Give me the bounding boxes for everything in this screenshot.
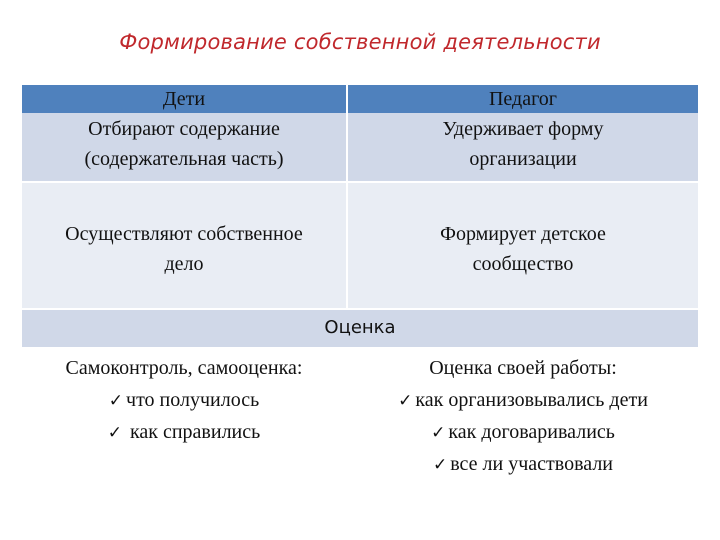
page-title: Формирование собственной деятельности bbox=[119, 30, 601, 54]
activity-table bbox=[22, 85, 698, 482]
own-work-heading: Оценка своей работы: bbox=[429, 357, 617, 379]
row1-left-line1: Отбирают содержание bbox=[88, 118, 280, 140]
row1-right-line1: Удерживает форму bbox=[442, 118, 604, 140]
self-control-heading: Самоконтроль, самооценка: bbox=[65, 357, 303, 379]
check-icon: ✓ bbox=[432, 455, 448, 475]
evaluation-label: Оценка bbox=[324, 317, 396, 338]
evaluation-right bbox=[348, 352, 698, 480]
column-left bbox=[22, 84, 346, 174]
row1-left-line2: (содержательная часть) bbox=[84, 148, 284, 170]
check-icon: ✓ bbox=[398, 391, 413, 411]
list-item: ✓ что получилось bbox=[108, 389, 260, 411]
column-right bbox=[348, 84, 698, 174]
check-icon: ✓ bbox=[107, 423, 122, 443]
header-right: Педагог bbox=[488, 88, 558, 110]
list-item: ✓ как договаривались bbox=[431, 421, 615, 443]
list-item: ✓ как справились bbox=[107, 421, 261, 443]
check-icon: ✓ bbox=[108, 391, 124, 411]
evaluation-left bbox=[22, 352, 346, 448]
row1-right-line2: организации bbox=[469, 148, 577, 170]
row-divider bbox=[22, 308, 698, 310]
row2-left-line1: Осуществляют собственное bbox=[65, 223, 303, 245]
row-divider bbox=[22, 181, 698, 183]
row2-left-line2: дело bbox=[164, 253, 204, 275]
list-item: ✓ все ли участвовали bbox=[432, 453, 614, 475]
row2-right-line2: сообщество bbox=[472, 253, 574, 275]
list-item: ✓ как организовывались дети bbox=[398, 389, 648, 411]
row2-right-line1: Формирует детское bbox=[440, 223, 606, 245]
header-left: Дети bbox=[162, 88, 206, 110]
row2-right bbox=[348, 219, 698, 279]
check-icon: ✓ bbox=[431, 423, 446, 443]
row2-left bbox=[22, 219, 346, 279]
